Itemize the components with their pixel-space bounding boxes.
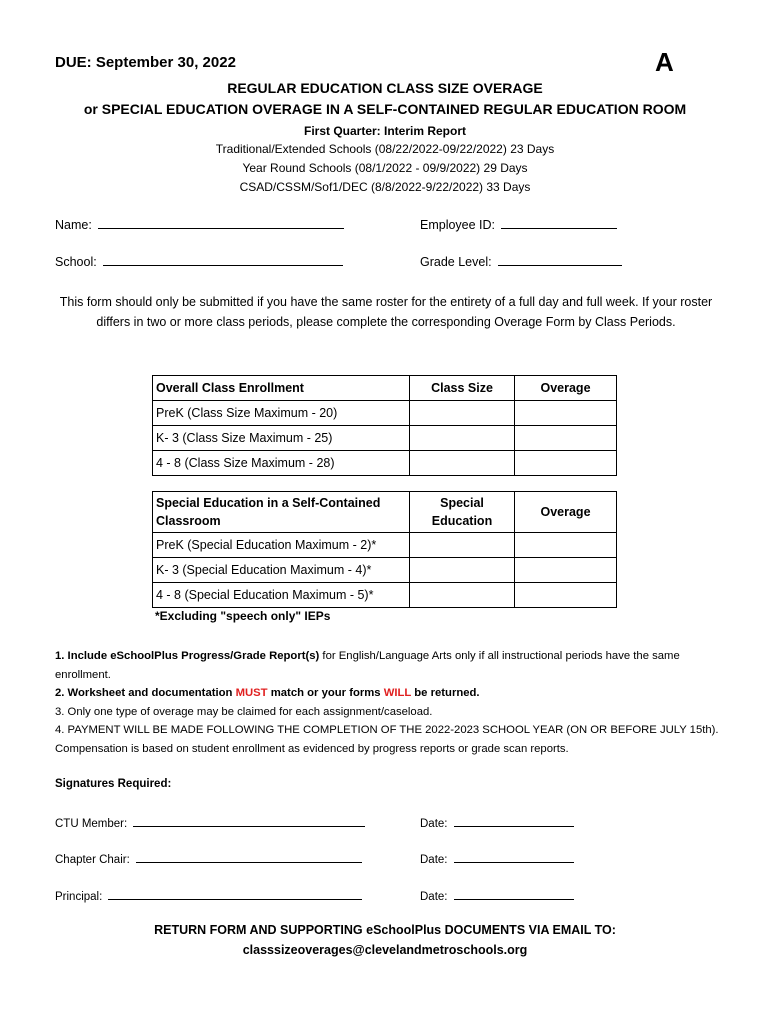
chair-date-field[interactable] xyxy=(420,850,574,866)
grade-level-label: Grade Level: xyxy=(420,255,492,269)
note-2-must: MUST xyxy=(235,687,268,699)
row-label: PreK (Class Size Maximum - 20) xyxy=(153,401,410,426)
overage-cell[interactable] xyxy=(515,426,617,451)
row-label: K- 3 (Special Education Maximum - 4)* xyxy=(153,558,410,583)
chair-label: Chapter Chair: xyxy=(55,854,130,866)
return-instructions: RETURN FORM AND SUPPORTING eSchoolPlus DOCUMENTS VIA EMAIL TO: xyxy=(154,923,616,937)
date-label: Date: xyxy=(420,891,448,903)
col-overage-header: Overage xyxy=(515,492,617,533)
chair-date-line[interactable] xyxy=(454,850,574,863)
note-1-rest: for English/Language Arts only if all instructional periods have the same enrollment. xyxy=(55,650,680,681)
ctu-date-field[interactable] xyxy=(420,814,574,830)
overage-cell[interactable] xyxy=(515,451,617,476)
name-line[interactable] xyxy=(98,216,344,229)
overage-cell[interactable] xyxy=(515,533,617,558)
schedule-traditional: Traditional/Extended Schools (08/22/2022-09/22/2022) 23 Days xyxy=(215,142,555,156)
special-education-cell[interactable] xyxy=(410,583,515,608)
form-title-line2: or SPECIAL EDUCATION OVERAGE IN A SELF-CONTAINED REGULAR EDUCATION ROOM xyxy=(83,101,687,117)
exclusion-note: *Excluding "speech only" IEPs xyxy=(155,609,331,623)
signatures-heading: Signatures Required: xyxy=(55,778,172,790)
ctu-signature-line[interactable] xyxy=(133,814,365,827)
schedule-csad: CSAD/CSSM/Sof1/DEC (8/8/2022-9/22/2022) 33 Days xyxy=(239,180,531,194)
form-title-line1: REGULAR EDUCATION CLASS SIZE OVERAGE xyxy=(227,80,543,96)
row-label: 4 - 8 (Class Size Maximum - 28) xyxy=(153,451,410,476)
note-2-c: be returned. xyxy=(411,687,480,699)
ctu-label: CTU Member: xyxy=(55,818,128,830)
col-overage-header: Overage xyxy=(515,376,617,401)
note-2-b: match or your forms xyxy=(267,687,384,699)
name-field[interactable] xyxy=(55,216,344,232)
return-email[interactable]: classsizeoverages@clevelandmetroschools.org xyxy=(242,943,528,957)
ctu-date-line[interactable] xyxy=(454,814,574,827)
class-size-cell[interactable] xyxy=(410,401,515,426)
overage-cell[interactable] xyxy=(515,583,617,608)
class-size-cell[interactable] xyxy=(410,426,515,451)
date-label: Date: xyxy=(420,854,448,866)
table-header-row xyxy=(153,376,617,401)
principal-date-field[interactable] xyxy=(420,887,574,903)
school-field[interactable] xyxy=(55,253,343,269)
table-row xyxy=(153,558,617,583)
note-4: 4. PAYMENT WILL BE MADE FOLLOWING THE COMPLETION OF THE 2022-2023 SCHOOL YEAR (ON OR BEFORE JULY 15th). Compensation is based on student enrollment as evidenced by progress reports or grade scan reports. xyxy=(55,724,719,755)
principal-label: Principal: xyxy=(55,891,103,903)
note-1 xyxy=(55,647,725,684)
special-education-cell[interactable] xyxy=(410,558,515,583)
form-letter: A xyxy=(655,47,674,77)
ctu-signature-field[interactable] xyxy=(55,814,365,830)
principal-signature-line[interactable] xyxy=(108,887,362,900)
table-row xyxy=(153,451,617,476)
report-subtitle: First Quarter: Interim Report xyxy=(303,124,467,138)
date-label: Date: xyxy=(420,818,448,830)
name-label: Name: xyxy=(55,218,92,232)
col-special-education-header: Special Education xyxy=(410,492,515,533)
col-special-ed-header: Special Education in a Self-Contained Classroom xyxy=(153,492,410,533)
note-2-will: WILL xyxy=(383,687,412,699)
col-class-size-header: Class Size xyxy=(410,376,515,401)
principal-signature-field[interactable] xyxy=(55,887,362,903)
row-label: K- 3 (Class Size Maximum - 25) xyxy=(153,426,410,451)
table-row xyxy=(153,401,617,426)
employee-id-label: Employee ID: xyxy=(420,218,496,232)
note-3: 3. Only one type of overage may be claimed for each assignment/caseload. xyxy=(55,705,433,718)
grade-level-line[interactable] xyxy=(498,253,622,266)
table-row xyxy=(153,533,617,558)
employee-id-line[interactable] xyxy=(501,216,617,229)
schedule-year-round: Year Round Schools (08/1/2022 - 09/9/2022) 29 Days xyxy=(242,161,528,175)
class-size-cell[interactable] xyxy=(410,451,515,476)
school-line[interactable] xyxy=(103,253,343,266)
employee-id-field[interactable] xyxy=(420,216,617,232)
note-2 xyxy=(55,684,725,703)
instruction-text: This form should only be submitted if you have the same roster for the entirety of a full day and full week. If your roster differs in two or more class periods, please complete the corresponding Overage Form by Class Periods. xyxy=(59,295,713,329)
col-enrollment-header: Overall Class Enrollment xyxy=(153,376,410,401)
overage-cell[interactable] xyxy=(515,558,617,583)
due-date: DUE: September 30, 2022 xyxy=(55,54,236,71)
principal-date-line[interactable] xyxy=(454,887,574,900)
table-row xyxy=(153,583,617,608)
class-size-table xyxy=(152,375,617,476)
table-row xyxy=(153,426,617,451)
row-label: 4 - 8 (Special Education Maximum - 5)* xyxy=(153,583,410,608)
row-label: PreK (Special Education Maximum - 2)* xyxy=(153,533,410,558)
special-education-table xyxy=(152,491,617,608)
chair-signature-line[interactable] xyxy=(136,850,362,863)
chair-signature-field[interactable] xyxy=(55,850,362,866)
overage-cell[interactable] xyxy=(515,401,617,426)
table-header-row xyxy=(153,492,617,533)
notes-list xyxy=(55,647,725,758)
school-label: School: xyxy=(55,255,97,269)
grade-level-field[interactable] xyxy=(420,253,622,269)
special-education-cell[interactable] xyxy=(410,533,515,558)
note-1-bold: 1. Include eSchoolPlus Progress/Grade Report(s) xyxy=(55,650,320,662)
note-2-a: 2. Worksheet and documentation xyxy=(55,687,236,699)
